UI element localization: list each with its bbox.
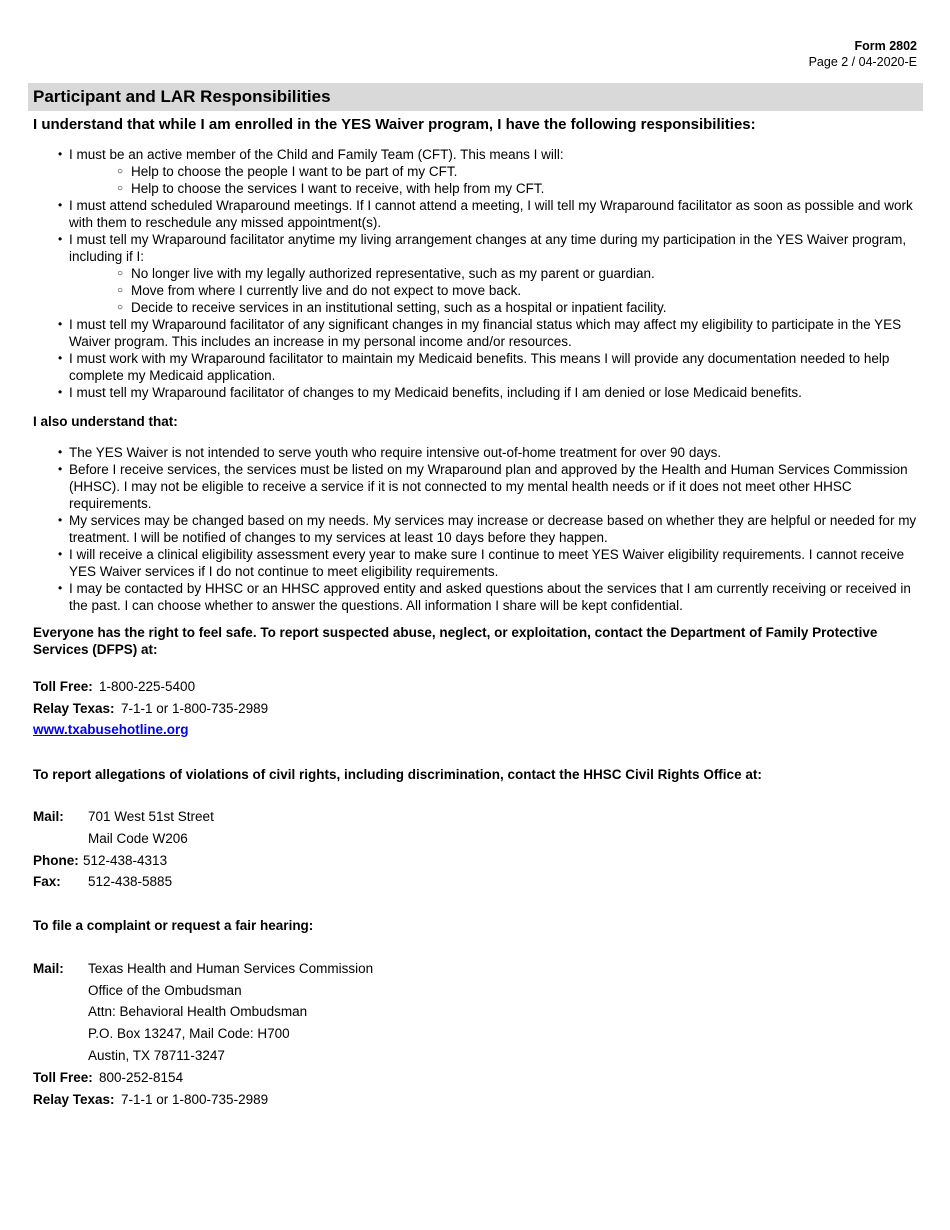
list-item: ○ Help to choose the services I want to receive, with help from my CFT. [117,180,928,197]
toll-free-label: Toll Free: [33,679,93,694]
list-item: • I must work with my Wraparound facilitator to maintain my Medicaid benefits. This means I will provide any documentation needed to help complete my Medicaid application. [58,350,928,384]
relay-label: Relay Texas: [33,701,115,716]
complaint-mail-line: Texas Health and Human Services Commission [88,961,374,976]
complaint-mail-line: Attn: Behavioral Health Ombudsman [88,1004,308,1019]
sub-list [69,163,928,197]
responsibilities-lead: I understand that while I am enrolled in the YES Waiver program, I have the following responsibilities: [33,116,756,133]
dfps-relay: 7-1-1 or 1-800-735-2989 [121,701,269,716]
mail-label: Mail: [33,809,64,824]
relay-label: Relay Texas: [33,1092,115,1107]
sub-list [69,265,928,316]
list-item: • I must be an active member of the Child and Family Team (CFT). This means I will: ○ Help to choose the people I want to be part of my CFT. ○ Help to choose the services I want to receive, with help from my CFT. [58,146,928,197]
page-number: Page 2 / 04-2020-E [808,55,917,69]
list-item: • I must tell my Wraparound facilitator anytime my living arrangement changes at any time during my participation in the YES Waiver program, including if I: ○ No longer live with my legally authorized representative, such as my parent or guardian. ○ Move from where I currently live and do not expect to move back. ○ Decide to receive services in an institutional setting, such as a hospital or inpatient facility. [58,231,928,316]
safety-statement: Everyone has the right to feel safe. To report suspected abuse, neglect, or exploitation, contact the Department of Family Protective Services (DFPS) at: [33,625,878,657]
list-item: ○ Decide to receive services in an institutional setting, such as a hospital or inpatient facility. [117,299,928,316]
dfps-toll-free: 1-800-225-5400 [99,679,196,694]
civil-rights-statement: To report allegations of violations of civil rights, including discrimination, contact the HHSC Civil Rights Office at: [33,767,762,782]
list-item: ○ Help to choose the people I want to be part of my CFT. [117,163,928,180]
complaint-toll-free: 800-252-8154 [99,1070,184,1085]
complaint-mail-line: Office of the Ombudsman [88,983,242,998]
mail-label: Mail: [33,961,64,976]
civil-rights-phone: 512-438-4313 [83,853,168,868]
fax-label: Fax: [33,874,61,889]
form-number: Form 2802 [854,39,917,53]
dfps-website-link[interactable]: www.txabusehotline.org [33,722,189,737]
list-item: • The YES Waiver is not intended to serve youth who require intensive out-of-home treatment for over 90 days. [58,444,928,461]
form-header [809,38,917,70]
list-item: • I must attend scheduled Wraparound meetings. If I cannot attend a meeting, I will tell my Wraparound facilitator as soon as possible and work with them to reschedule any missed appointment(s). [58,197,928,231]
phone-label: Phone: [33,853,79,868]
civil-rights-mail-line: Mail Code W206 [88,831,188,846]
toll-free-label: Toll Free: [33,1070,93,1085]
civil-rights-fax: 512-438-5885 [88,874,173,889]
civil-rights-mail-line: 701 West 51st Street [88,809,214,824]
list-item: • I must tell my Wraparound facilitator of any significant changes in my financial status which may affect my eligibility to participate in the YES Waiver program. This includes an increase in my personal income and/or resources. [58,316,928,350]
list-item: ○ Move from where I currently live and do not expect to move back. [117,282,928,299]
list-item: • I must tell my Wraparound facilitator of changes to my Medicaid benefits, including if I am denied or lose Medicaid benefits. [58,384,928,401]
complaint-mail-line: Austin, TX 78711-3247 [88,1048,225,1063]
list-item: ○ No longer live with my legally authorized representative, such as my parent or guardian. [117,265,928,282]
list-item: • My services may be changed based on my needs. My services may increase or decrease based on whether they are helpful or needed for my treatment. I will be notified of changes to my services at least 10 days before they happen. [58,512,928,546]
complaint-relay: 7-1-1 or 1-800-735-2989 [121,1092,269,1107]
list-item: • I will receive a clinical eligibility assessment every year to make sure I continue to meet YES Waiver eligibility requirements. I cannot receive YES Waiver services if I do not continue to meet eligibility requirements. [58,546,928,580]
section-title: Participant and LAR Responsibilities [28,83,923,111]
also-understand-heading: I also understand that: [33,414,178,429]
list-item: • Before I receive services, the services must be listed on my Wraparound plan and approved by the Health and Human Services Commission (HHSC). I may not be eligible to receive a service if it is not connected to my mental health needs or if it does not meet other HHSC requirements. [58,461,928,512]
complaint-statement: To file a complaint or request a fair hearing: [33,918,314,933]
also-understand-list [58,444,928,614]
complaint-mail-line: P.O. Box 13247, Mail Code: H700 [88,1026,290,1041]
list-item: • I may be contacted by HHSC or an HHSC approved entity and asked questions about the services that I am currently receiving or received in the past. I can choose whether to answer the questions. All information I share will be kept confidential. [58,580,928,614]
responsibilities-list [58,146,928,401]
